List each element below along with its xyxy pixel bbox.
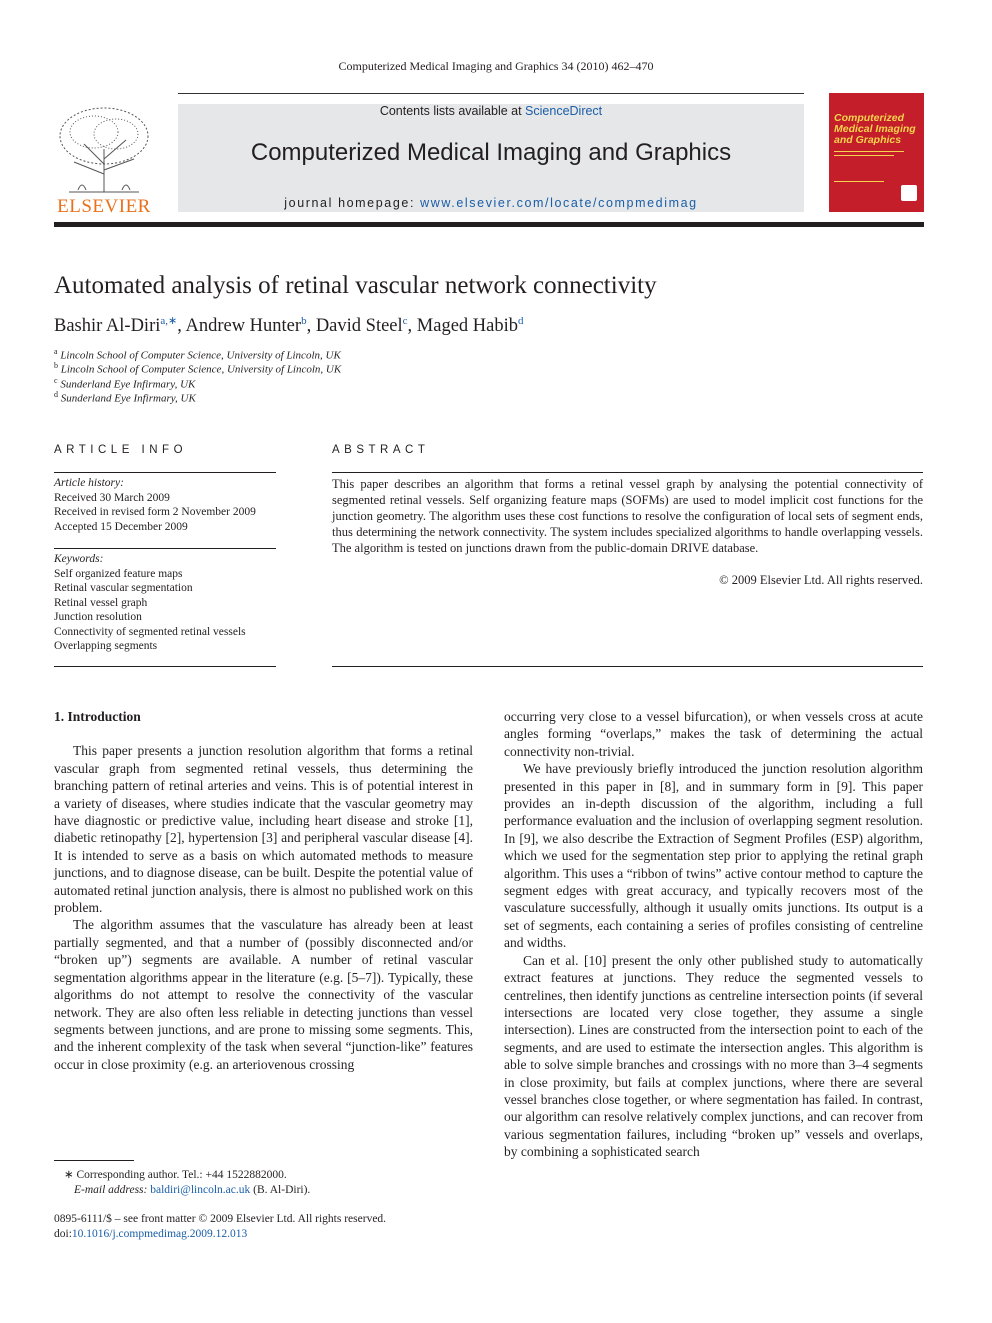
author-name: David Steel <box>315 316 403 337</box>
keyword: Retinal vascular segmentation <box>54 582 193 594</box>
front-matter <box>54 1212 554 1241</box>
history-item: Received 30 March 2009 <box>54 491 170 504</box>
contents-line <box>178 104 804 118</box>
journal-homepage <box>178 196 804 210</box>
publisher-name: ELSEVIER <box>57 196 151 217</box>
abstract-heading: ABSTRACT <box>332 444 430 456</box>
article-title: Automated analysis of retinal vascular network connectivity <box>54 272 657 299</box>
info-rule <box>54 548 276 549</box>
corresponding-author: ∗ Corresponding author. Tel.: +44 1522882000. <box>64 1169 287 1181</box>
journal-citation: Computerized Medical Imaging and Graphics 34 (2010) 462–470 <box>338 59 654 73</box>
doi-prefix: doi: <box>54 1227 72 1240</box>
journal-cover-thumbnail <box>829 93 924 212</box>
email-suffix: (B. Al-Diri). <box>250 1183 311 1196</box>
affiliation <box>54 376 195 391</box>
footnote <box>64 1168 484 1197</box>
journal-banner <box>178 104 804 212</box>
author-list: Bashir Al-Diri$^{a,∗}$, Andrew Hunter$^b$, David Steel$^c$, Maged Habib$^d$ <box>54 315 524 337</box>
history-item: Accepted 15 December 2009 <box>54 520 188 533</box>
affiliation-text: Lincoln School of Computer Science, University of Lincoln, UK <box>60 349 341 362</box>
author-mark[interactable]: a,∗ <box>160 315 178 327</box>
contents-prefix: Contents lists available at <box>379 104 526 118</box>
affiliation <box>54 361 341 376</box>
header-divider <box>54 222 924 227</box>
body-paragraph: Can et al. [10] present the only other published study to automatically extract features at junctions. They reduce the segmented vessels to centrelines, then identify junctions as centreline intersection points (if several intersections are located very close together, they assume a single intersection). Lines are constructed from the intersection point to each of the segments, and are used to estimate the intersection angles. This algorithm is able to solve simple branches and crossings with no more than 3–4 segments in close proximity, but fails at complex junctions, where there are several vessel branches close together, or where segmentation has failed. In contrast, our algorithm can resolve relatively complex junctions, and can recover from various segmentation failures, including “broken up” vessels and overlaps, by combining a sophisticated search <box>504 952 923 1160</box>
doi-line <box>54 1227 554 1242</box>
info-rule <box>54 472 276 473</box>
author-mark[interactable]: b <box>301 315 307 327</box>
email-label: E-mail address: <box>74 1183 151 1196</box>
author-name: Bashir Al-Diri <box>54 316 161 337</box>
keyword: Overlapping segments <box>54 640 158 652</box>
body-paragraph: occurring very close to a vessel bifurcation), or when vessels cross at acute angles forming “overlaps,” makes the task of determining the actual connectivity non-trivial. <box>504 709 923 759</box>
section-heading: 1. Introduction <box>54 709 141 724</box>
affiliation-mark: b <box>54 361 58 370</box>
abstract-rule <box>332 472 923 473</box>
article-info-heading: ARTICLE INFO <box>54 444 188 456</box>
keyword: Connectivity of segmented retinal vessels <box>54 625 246 638</box>
left-column <box>54 708 473 1073</box>
affiliation-mark: c <box>54 376 58 385</box>
sciencedirect-link[interactable]: ScienceDirect <box>525 104 603 118</box>
body-paragraph: We have previously briefly introduced the junction resolution algorithm presented in this paper in [8], and in summary form in [9]. This paper provides an in-depth discussion of the algorithm, including a full performance evaluation and the inclusion of overlapping segment resolution. In [9], we also describe the Extraction of Segment Profiles (ESP) algorithm, which we used for the segmentation step prior to applying the retinal graph algorithm. This uses a “ribbon of twins” active contour method to capture the segment edges with great accuracy, and typically recovers most of the vasculature successfully, although it usually omits junctions. Its output is a set of segments, each containing a series of profiles consisting of centreline and widths. <box>504 761 923 951</box>
body-paragraph: The algorithm assumes that the vasculature has already been at least partially segmented, and that a number of (possibly disconnected and/or “broken up”) segments are available. A number of retinal vascular segmentation algorithms appear in the literature (e.g. [5–7]). Typically, these algorithms do not attempt to resolve the connectivity of the vascular network. They are also often less reliable in detecting junctions than vessel segments between junctions, and are prone to missing some segments. This, and the inherent complexity of the task when several “junction-like” features occur in close proximity (e.g. an arteriovenous crossing <box>54 917 473 1072</box>
history-label: Article history: <box>54 477 124 489</box>
author-name: Andrew Hunter <box>185 316 302 337</box>
affiliation <box>54 390 196 405</box>
author-name: Maged Habib <box>416 316 518 337</box>
keyword: Retinal vessel graph <box>54 596 148 609</box>
affiliation-mark: d <box>54 390 58 399</box>
affiliation-mark: a <box>54 347 58 356</box>
affiliation-text: Sunderland Eye Infirmary, UK <box>60 378 196 391</box>
affiliation <box>54 347 341 362</box>
info-rule <box>54 666 276 667</box>
homepage-prefix: journal homepage: <box>284 196 421 210</box>
keywords-label: Keywords: <box>54 553 104 565</box>
keyword: Self organized feature maps <box>54 567 183 580</box>
keywords <box>54 552 276 654</box>
front-matter-text: 0895-6111/$ – see front matter © 2009 Elsevier Ltd. All rights reserved. <box>54 1213 387 1225</box>
abstract-text: This paper describes an algorithm that forms a retinal vessel graph by analysing the potential connectivity of segmented retinal vessels. Self organizing feature maps (SOFMs) are used to model implicit cost functions for the junction geometry. The algorithm uses these cost functions to resolve the configuration of local sets of segment ends, thus determining the network connectivity. The system includes specialized algorithms to handle overlapping vessels. The algorithm is tested on junctions drawn from the public-domain DRIVE database. <box>332 477 923 555</box>
author-mark[interactable]: c <box>402 315 408 327</box>
article-history <box>54 476 276 534</box>
homepage-link[interactable]: www.elsevier.com/locate/compmedimag <box>420 196 698 210</box>
doi-link[interactable]: 10.1016/j.compmedimag.2009.12.013 <box>71 1227 248 1240</box>
affiliation-text: Sunderland Eye Infirmary, UK <box>60 392 196 405</box>
cover-title: Computerized Medical Imaging and Graphics <box>834 112 916 146</box>
abstract-rule <box>332 666 923 667</box>
right-column <box>504 708 923 1161</box>
journal-title: Computerized Medical Imaging and Graphics <box>250 139 732 166</box>
author-mark[interactable]: d <box>518 315 524 327</box>
keyword: Junction resolution <box>54 611 142 623</box>
history-item: Received in revised form 2 November 2009 <box>54 506 256 518</box>
affiliation-text: Lincoln School of Computer Science, University of Lincoln, UK <box>60 363 342 376</box>
email-line <box>64 1183 484 1198</box>
email-link[interactable]: baldiri@lincoln.ac.uk <box>150 1183 251 1196</box>
body-paragraph: This paper presents a junction resolution algorithm that forms a retinal vascular graph from segmented retinal vessels, thus determining the branching pattern of retinal arteries and veins. This is of potential interest in a variety of diseases, where studies indicate that the vascular geometry may have diagnostic or predictive value, including heart disease and stroke [1], diabetic retinopathy [2], hypertension [3] and peripheral vascular disease [4]. It is intended to serve as a basis on which automated methods to measure junctions, and to diagnose disease, can be built. Despite the potential value of automated retinal junction analysis, there is almost no published work on this problem. <box>54 743 473 916</box>
header-rule <box>178 93 804 94</box>
abstract-copyright: © 2009 Elsevier Ltd. All rights reserved. <box>719 573 923 587</box>
footnote-rule <box>54 1160 134 1161</box>
